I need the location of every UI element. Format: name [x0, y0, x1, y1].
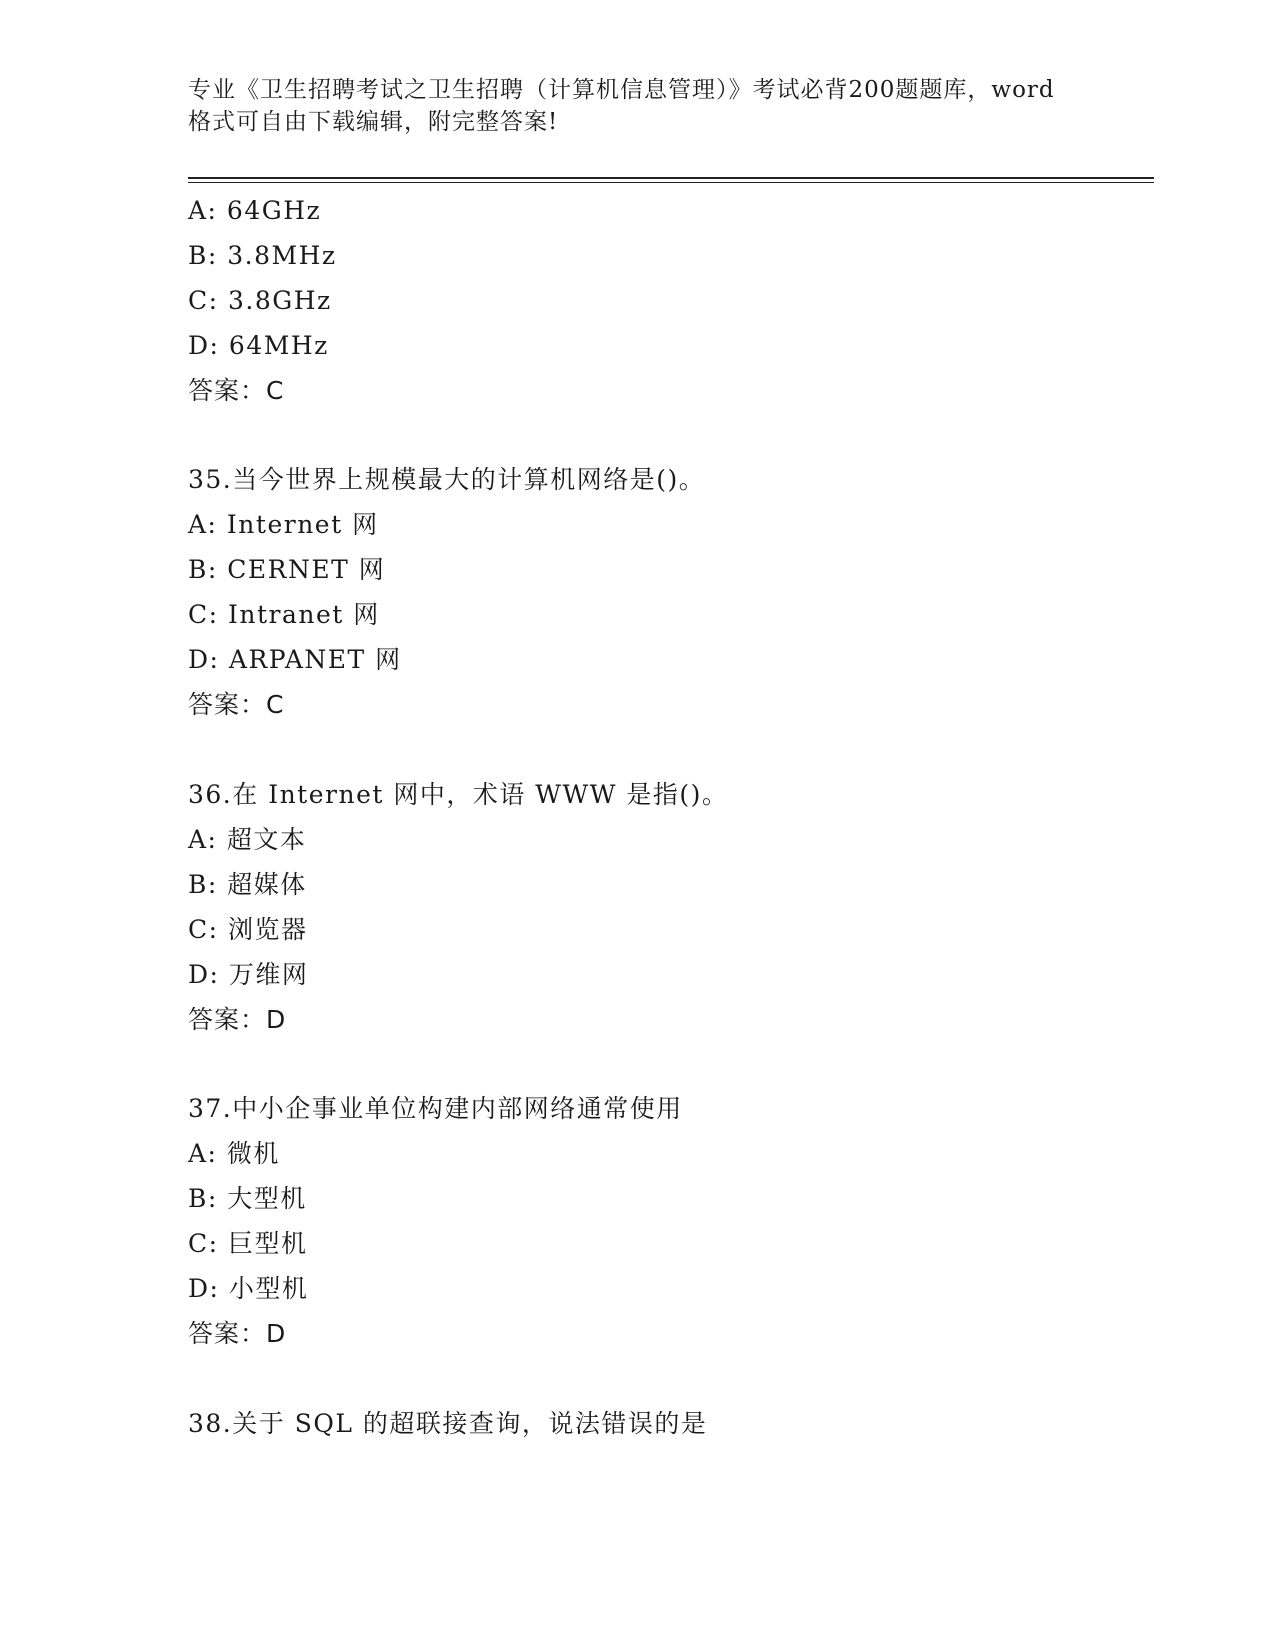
document-header [188, 74, 1088, 138]
option-a: A: Internet 网 [188, 510, 379, 539]
option-c: C: 3.8GHz [188, 286, 332, 315]
option-d: D: ARPANET 网 [188, 645, 402, 674]
header-line-1: 专业《卫生招聘考试之卫生招聘（计算机信息管理）》考试必背200题题库，word [188, 77, 1055, 103]
option-c: C: 浏览器 [188, 915, 308, 944]
answer-line: 答案：D [188, 1005, 287, 1034]
option-d: D: 64MHz [188, 331, 329, 360]
header-divider-thick [188, 177, 1154, 179]
option-a: A: 微机 [188, 1139, 280, 1168]
option-b: B: 3.8MHz [188, 241, 337, 270]
question-37-stem: 37.中小企事业单位构建内部网络通常使用 [188, 1094, 683, 1123]
option-a: A: 64GHz [188, 196, 322, 225]
option-b: B: 超媒体 [188, 870, 307, 899]
option-b: B: 大型机 [188, 1184, 307, 1213]
question-38-stem: 38.关于 SQL 的超联接查询，说法错误的是 [188, 1409, 708, 1438]
option-c: C: 巨型机 [188, 1229, 308, 1258]
option-d: D: 小型机 [188, 1274, 309, 1303]
answer-line: 答案：C [188, 690, 285, 719]
question-36-stem: 36.在 Internet 网中，术语 WWW 是指()。 [188, 780, 729, 809]
option-b: B: CERNET 网 [188, 555, 386, 584]
header-line-2: 格式可自由下载编辑，附完整答案! [188, 109, 559, 135]
option-d: D: 万维网 [188, 960, 309, 989]
answer-line: 答案：C [188, 376, 285, 405]
question-35-stem: 35.当今世界上规模最大的计算机网络是()。 [188, 465, 706, 494]
option-a: A: 超文本 [188, 825, 307, 854]
header-divider-thin [188, 182, 1154, 183]
option-c: C: Intranet 网 [188, 600, 380, 629]
answer-line: 答案：D [188, 1319, 287, 1348]
